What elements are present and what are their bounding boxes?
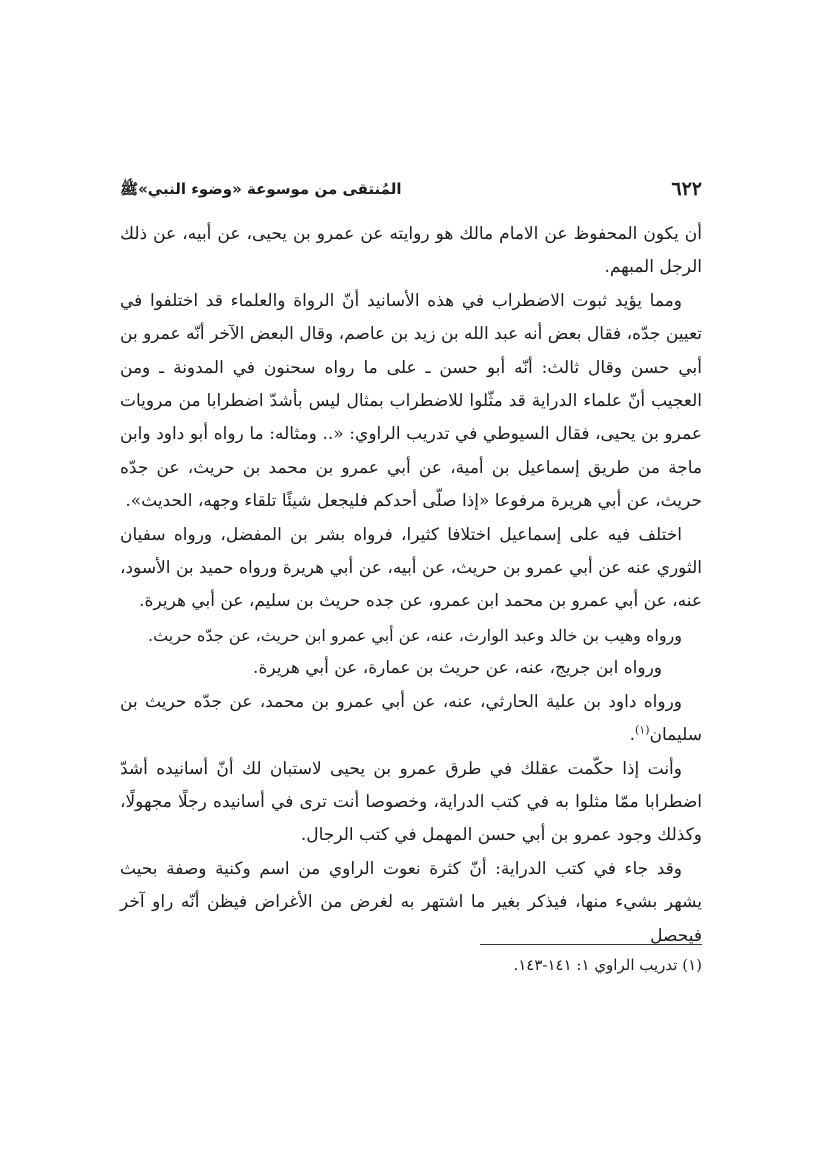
footnote-reference[interactable]: (١) <box>634 723 650 737</box>
paragraph: ورواه ابن جريج، عنه، عن حريث بن عمارة، عن أبي هريرة. <box>253 658 662 679</box>
body-text <box>120 218 702 953</box>
running-title: المُنتقى من موسوعة «وضوء النبي»ﷺ <box>120 180 402 198</box>
paragraph-text: ورواه داود بن علية الحارثي، عنه، عن أبي عمرو بن محمد، عن جدّه حريث بن سليمان <box>120 691 702 746</box>
footnote-divider <box>480 944 702 945</box>
paragraph <box>120 686 702 753</box>
footnote: (١) تدريب الراوي ١: ١٤١-١٤٣. <box>513 956 702 974</box>
paragraph: ومما يؤيد ثبوت الاضطراب في هذه الأسانيد أنّ الرواة والعلماء قد اختلفوا في تعيين جدّه، فقال بعض أنه عبد الله بن زيد بن عاصم، وقال البعض الآخر أنّه عمرو بن أبي حسن وقال ثالث: أنّه أبو حسن ـ على ما رواه سحنون في المدونة ـ ومن العجيب أنّ علماء الدراية قد مثّلوا للاضطراب بمثال ليس بأشدّ اضطرابا من مرويات عمرو بن يحيى، فقال السيوطي في تدريب الراوي: «.. ومثاله: ما رواه أبو داود وابن ماجة من طريق إسماعيل بن أمية، عن أبي عمرو بن محمد بن حريث، عن جدّه حريث، عن أبي هريرة مرفوعا «إذا صلّى أحدكم فليجعل شيئًا تلقاء وجهه، الحديث». <box>120 290 702 512</box>
page-number: ٦٢٢ <box>671 178 702 200</box>
paragraph-end: . <box>629 725 635 746</box>
page-header <box>120 178 702 208</box>
paragraph: ورواه وهيب بن خالد وعبد الوارث، عنه، عن أبي عمرو ابن حريث، عن جدّه حريث. <box>148 625 682 645</box>
paragraph: وأنت إذا حكّمت عقلك في طرق عمرو بن يحيى لاستبان لك أنّ أسانيده أشدّ اضطرابا ممّا مثلوا به في كتب الدراية، وخصوصا أنت ترى في أسانيده رجلًا مجهولًا، وكذلك وجود عمرو بن أبي حسن المهمل في كتب الرجال. <box>120 758 702 846</box>
paragraph: اختلف فيه على إسماعيل اختلافا كثيرا، فرواه بشر بن المفضل، ورواه سفيان الثوري عنه عن أبي عمرو بن حريث، عن أبيه، عن أبي هريرة ورواه حميد بن الأسود، عنه، عن أبي عمرو بن محمد ابن عمرو، عن جده حريث بن سليم، عن أبي هريرة. <box>120 524 702 612</box>
paragraph: أن يكون المحفوظ عن الامام مالك هو روايته عن عمرو بن يحيى، عن أبيه، عن ذلك الرجل المبهم. <box>120 224 702 278</box>
paragraph: وقد جاء في كتب الدراية: أنّ كثرة نعوت الراوي من اسم وكنية وصفة بحيث يشهر بشيء منها، فيذكر بغير ما اشتهر به لغرض من الأغراض فيظن أنّه راو آخر فيحصل <box>120 858 702 946</box>
